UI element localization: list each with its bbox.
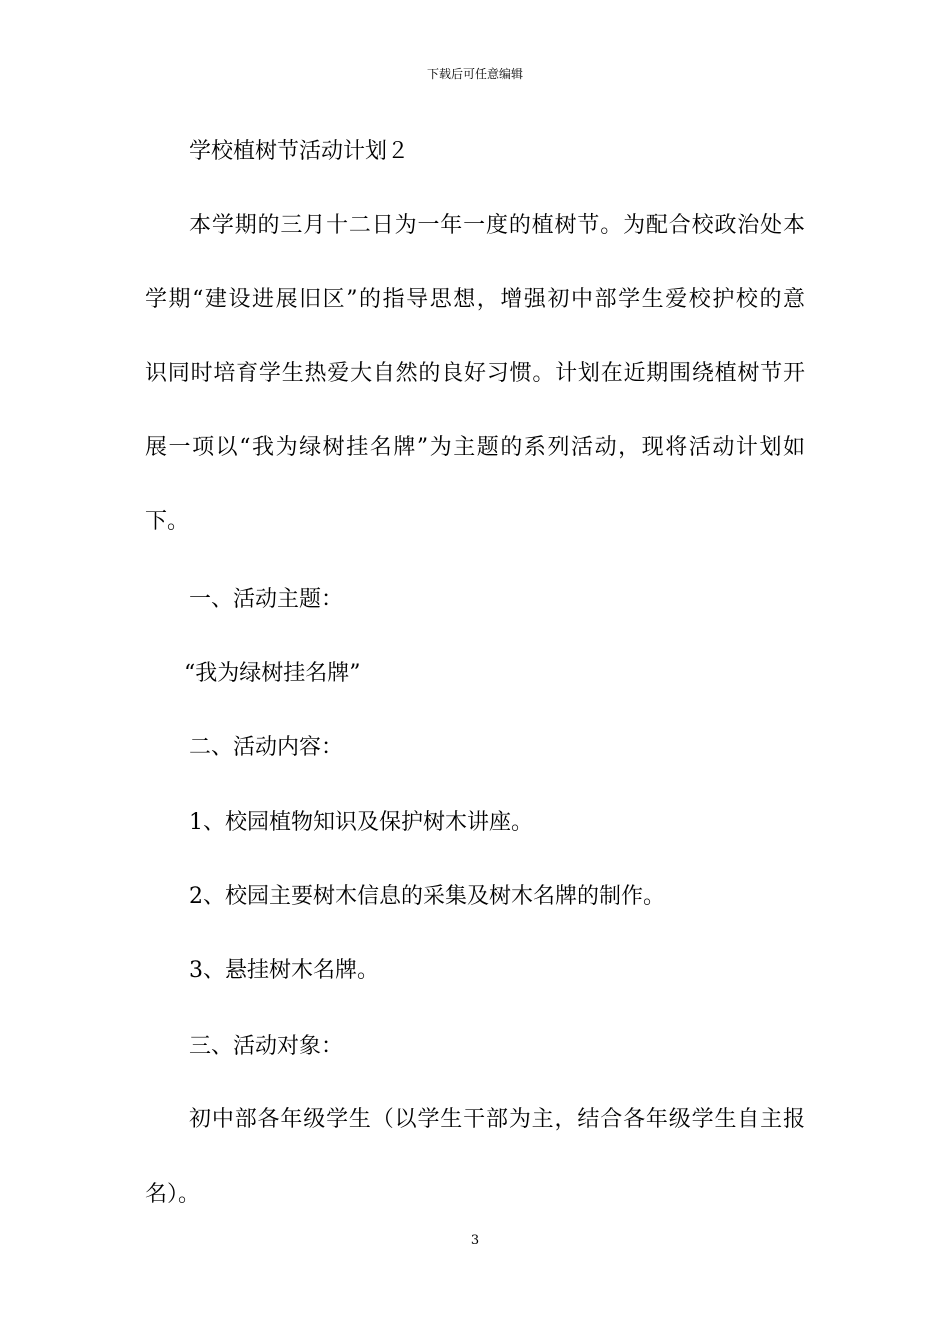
- intro-line-1: 本学期的三月十二日为一年一度的植树节。为配合校政治处本: [189, 213, 805, 238]
- section1-heading: 一、活动主题：: [189, 587, 344, 612]
- document-title: 学校植树节活动计划２: [189, 139, 410, 164]
- section3-line-2: 名）。: [145, 1182, 201, 1207]
- page-number: 3: [470, 1233, 480, 1248]
- intro-line-4: 展一项以“我为绿树挂名牌”为主题的系列活动，现将活动计划如: [145, 435, 805, 460]
- section3-heading: 三、活动对象：: [189, 1034, 344, 1059]
- section2-item-1: 1、校园植物知识及保护树木讲座。: [189, 810, 533, 835]
- intro-line-3: 识同时培育学生热爱大自然的良好习惯。计划在近期围绕植树节开: [145, 361, 805, 386]
- page-header: 下载后可任意编辑: [426, 67, 523, 81]
- section3-line-1: 初中部各年级学生（以学生干部为主，结合各年级学生自主报: [189, 1107, 805, 1132]
- section2-item-3: 3、悬挂树木名牌。: [189, 958, 379, 983]
- intro-line-5: 下。: [145, 509, 190, 534]
- section2-heading: 二、活动内容：: [189, 735, 344, 760]
- section1-content: “我为绿树挂名牌”: [184, 661, 361, 686]
- section2-item-2: 2、校园主要树木信息的采集及树木名牌的制作。: [189, 884, 665, 909]
- intro-line-2: 学期“建设进展旧区”的指导思想，增强初中部学生爱校护校的意: [145, 287, 805, 312]
